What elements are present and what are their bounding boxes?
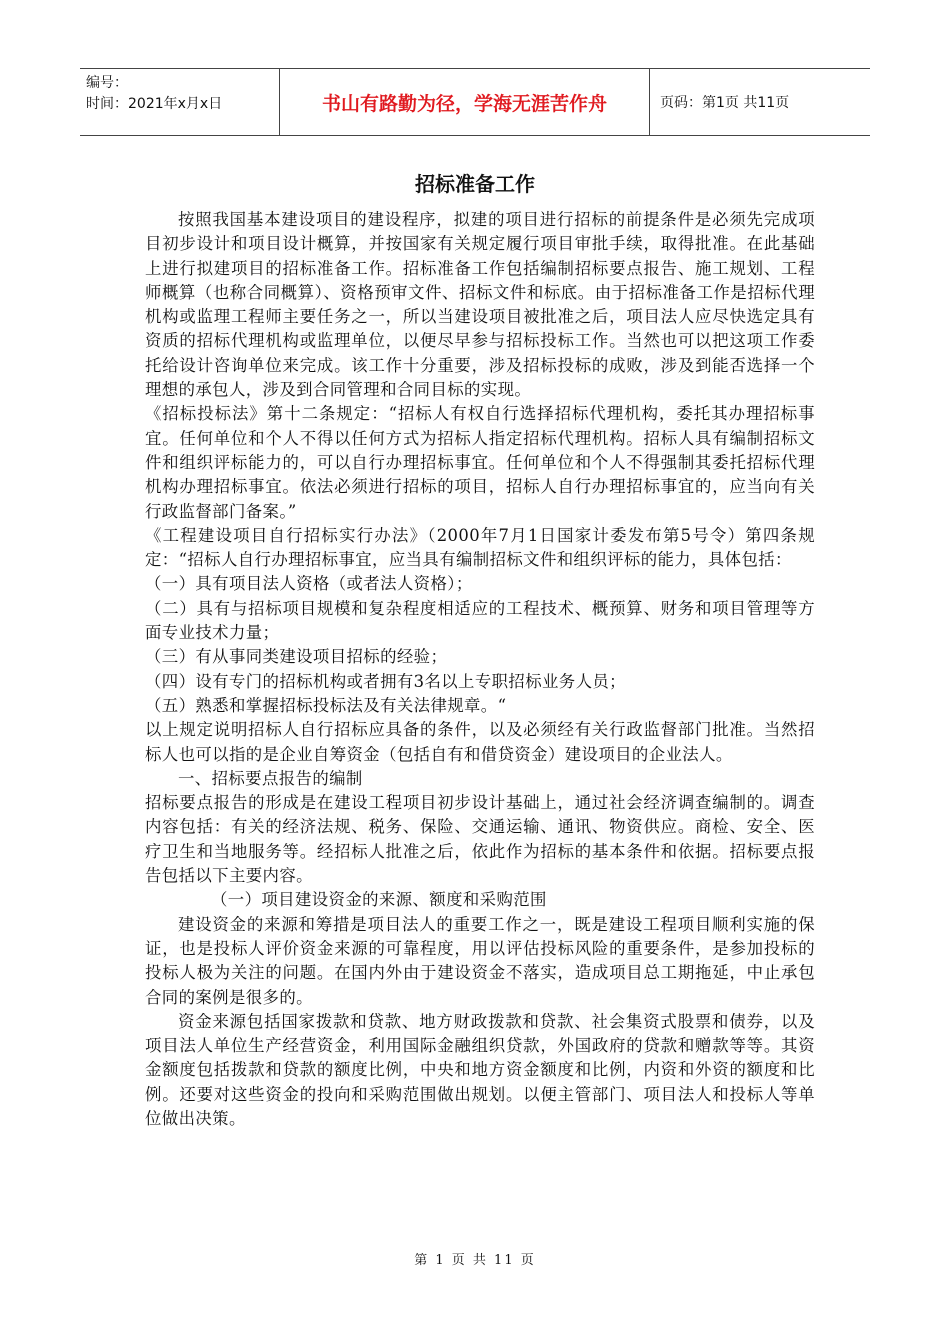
- list-item: （四）设有专门的招标机构或者拥有3名以上专职招标业务人员；: [145, 671, 626, 691]
- section-heading: 一、招标要点报告的编制: [178, 768, 363, 788]
- list-item: （一）具有项目法人资格（或者法人资格）；: [145, 574, 473, 594]
- header-page-info: 页码：第1页 共11页: [660, 95, 790, 111]
- paragraph: 以上规定说明招标人自行招标应具备的条件，以及必须经有关行政监督部门批准。当然招标人也可以指的是企业自筹资金（包括自有和借贷资金）建设项目的企业法人。: [145, 720, 815, 764]
- paragraph: 建设资金的来源和筹措是项目法人的重要工作之一，既是建设工程项目顺利实施的保证，也是投标人评价资金来源的可靠程度，用以评估投标风险的重要条件，是参加投标的投标人极为关注的问题。在国内外由于建设资金不落实，造成项目总工期拖延，中止承包合同的案例是很多的。: [145, 914, 815, 1007]
- paragraph: 按照我国基本建设项目的建设程序，拟建的项目进行招标的前提条件是必须先完成项目初步设计和项目设计概算，并按国家有关规定履行项目审批手续，取得批准。在此基础上进行拟建项目的招标准备工作。招标准备工作包括编制招标要点报告、施工规划、工程师概算（也称合同概算）、资格预审文件、招标文件和标底。由于招标准备工作是招标代理机构或监理工程师主要任务之一，所以当建设项目被批准之后，项目法人应尽快选定具有资质的招标代理机构或监理单位，以便尽早参与招标投标工作。当然也可以把这项工作委托给设计咨询单位来完成。该工作十分重要，涉及招标投标的成败，涉及到能否选择一个理想的承包人，涉及到合同管理和合同目标的实现。: [145, 210, 815, 400]
- header-meta: [80, 69, 280, 135]
- list-item: （五）熟悉和掌握招标投标法及有关法律规章。“: [145, 695, 507, 715]
- header-motto: 书山有路勤为径，学海无涯苦作舟: [280, 69, 650, 135]
- document-number-label: 编号：: [86, 75, 128, 91]
- paragraph: 《工程建设项目自行招标实行办法》（2000年7月1日国家计委发布第5号令）第四条规定：“招标人自行办理招标事宜，应当具有编制招标文件和组织评标的能力，具体包括：: [145, 525, 815, 570]
- paragraph: 招标要点报告的形成是在建设工程项目初步设计基础上，通过社会经济调查编制的。调查内容包括：有关的经济法规、税务、保险、交通运输、通讯、物资供应。商检、安全、医疗卫生和当地服务等。经招标人批准之后，依此作为招标的基本条件和依据。招标要点报告包括以下主要内容。: [145, 793, 815, 886]
- document-body: [145, 208, 815, 1131]
- list-item: （三）有从事同类建设项目招标的经验；: [145, 647, 448, 667]
- document-time-label: 时间：2021年x月x日: [86, 96, 223, 112]
- page-footer: 第 1 页 共 11 页: [414, 1253, 536, 1268]
- subsection-heading: （一）项目建设资金的来源、额度和采购范围: [211, 890, 547, 910]
- paragraph: 资金来源包括国家拨款和贷款、地方财政拨款和贷款、社会集资式股票和债券，以及项目法人单位生产经营资金，利用国际金融组织贷款，外国政府的贷款和赠款等等。其资金额度包括拨款和贷款的额度比例，中央和地方资金额度和比例，内资和外资的额度和比例。还要对这些资金的投向和采购范围做出规划。以便主管部门、项目法人和投标人等单位做出决策。: [145, 1011, 815, 1128]
- list-item: （二）具有与招标项目规模和复杂程度相适应的工程技术、概预算、财务和项目管理等方面专业技术力量；: [145, 598, 815, 643]
- document-title: 招标准备工作: [415, 172, 535, 196]
- paragraph: 《招标投标法》第十二条规定：“招标人有权自行选择招标代理机构，委托其办理招标事宜。任何单位和个人不得以任何方式为招标人指定招标代理机构。招标人具有编制招标文件和组织评标能力的，可以自行办理招标事宜。任何单位和个人不得强制其委托招标代理机构办理招标事宜。依法必须进行招标的项目，招标人自行办理招标事宜的，应当向有关行政监督部门备案。”: [145, 404, 815, 521]
- page-header: [80, 68, 870, 136]
